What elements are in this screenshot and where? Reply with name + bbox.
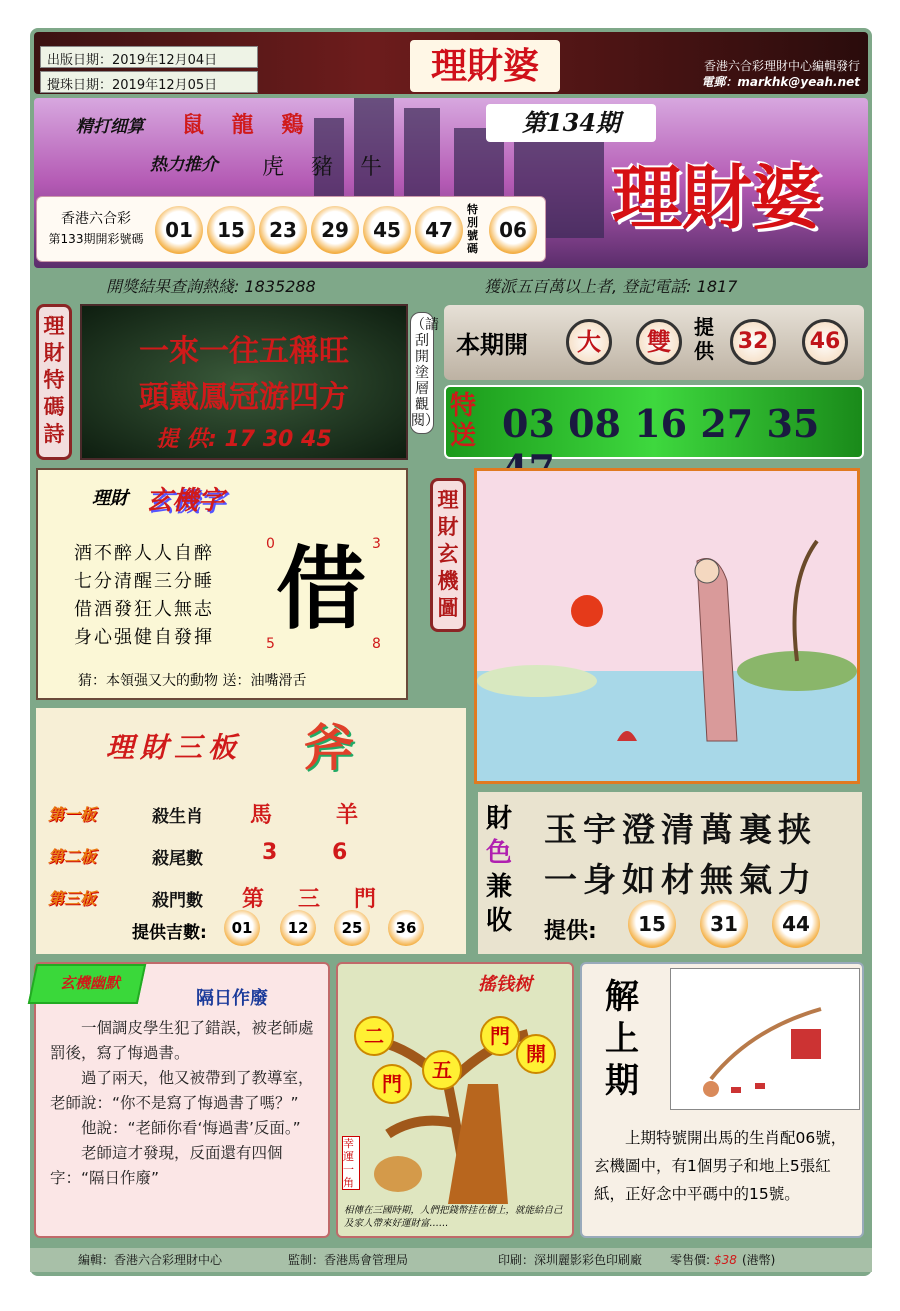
kill-1-a: 馬: [250, 803, 273, 828]
xuanji-poem: [74, 540, 214, 652]
tree-coin: 五: [422, 1050, 462, 1090]
ban-3: 第三板: [48, 889, 97, 908]
xuanji-illustration: [477, 471, 857, 781]
result-ball: 29: [311, 206, 359, 254]
open-provide: 提供: [694, 315, 714, 363]
open-num-1: 32: [730, 319, 776, 365]
register-phone: 獲派五百萬以上者, 登記電話: 1817: [484, 277, 738, 296]
joke-paragraph: 一個調皮學生犯了錯誤，被老師處罰後，寫了悔過書。: [50, 1019, 314, 1062]
corner-0: 0: [266, 536, 275, 552]
joke-paragraph: 老師這才發現，反面還有四個字：“隔日作廢”: [50, 1144, 283, 1187]
xuanji-poem-line: 七分清醒三分睡: [74, 571, 214, 592]
corner-8: 8: [372, 636, 381, 652]
poem-box: [80, 304, 408, 460]
cai-provide: 提供:: [544, 919, 597, 944]
result-box: [36, 196, 546, 262]
draw-date: 攪珠日期：2019年12月05日: [40, 71, 258, 93]
cai-line-1: 玉宇澄清萬裏挟: [544, 810, 817, 849]
ban-1: 第一板: [48, 805, 97, 824]
header-title: 理財婆: [410, 40, 560, 92]
result-ball: 45: [363, 206, 411, 254]
xuanji-brand: 理財: [92, 488, 128, 509]
info-bar: [34, 272, 868, 296]
open-box: [444, 305, 864, 380]
open-even: 雙: [636, 319, 682, 365]
result-label-1: 香港六合彩: [61, 211, 131, 227]
cai-ball: 44: [772, 900, 820, 948]
lucky-ball: 36: [388, 910, 424, 946]
poem-side-label: 理財特碼詩: [36, 304, 72, 460]
joke-paragraph: 他說：“老師你看‘悔過書’反面。”: [81, 1119, 301, 1137]
cai-side-char: 財: [486, 804, 513, 834]
sanban-title: 理財三板: [106, 731, 243, 764]
zodiac-pick-1: 鼠 龍 鷄: [182, 113, 314, 138]
sanban-title-char: 斧: [304, 719, 354, 777]
xuanji-box: [36, 468, 408, 700]
lucky-label: 提供吉數:: [132, 923, 207, 943]
kill-3-b: 三: [298, 887, 321, 912]
result-ball: 47: [415, 206, 463, 254]
result-ball: 01: [155, 206, 203, 254]
special-send-label: 特送: [450, 391, 477, 451]
sanban-box: [36, 708, 466, 954]
poem-provide: 提 供: 17 30 45: [156, 427, 332, 452]
lucky-ball: 01: [224, 910, 260, 946]
label-relitui: 热力推介: [150, 155, 218, 175]
publish-date: 出版日期：2019年12月04日: [40, 46, 258, 68]
joke-title: 隔日作廢: [196, 988, 268, 1009]
publisher-email: 電郵：markhk@yeah.net: [701, 75, 860, 89]
cai-ball: 15: [628, 900, 676, 948]
xuanji-poem-line: 借酒發狂人無志: [74, 599, 214, 620]
special-send-bar: [444, 385, 864, 459]
joke-paragraph: 過了兩天，他又被帶到了教導室，老師說：“你不是寫了悔過書了嗎？”: [50, 1069, 314, 1112]
publisher-info: [640, 58, 860, 90]
result-label-2: 第133期開彩號碼: [48, 232, 144, 246]
footer-currency: (港幣): [742, 1253, 776, 1267]
ban-2: 第二板: [48, 847, 97, 866]
corner-5: 5: [266, 636, 275, 652]
open-num-2: 46: [802, 319, 848, 365]
joke-box: [34, 962, 330, 1238]
solve-text: 上期特號開出馬的生肖配06號，玄機圖中，有1個男子和地上5張紅紙，正好念中平碼中的15號。: [594, 1129, 847, 1203]
tree-caption: 相傳在三國時期，人們把錢幣挂在樹上，就能給自己及家人帶來好運財富……: [344, 1205, 563, 1229]
zodiac-pick-2: 虎 豬 牛: [262, 155, 392, 180]
kill-2-b: 6: [332, 840, 348, 865]
special-label: 特別號碼: [467, 203, 478, 255]
footer: [30, 1248, 872, 1272]
cai-side-char: 收: [486, 906, 513, 936]
tree-illustration: [338, 964, 572, 1236]
tree-box: [336, 962, 574, 1238]
cai-box: [478, 792, 862, 954]
cai-line-2: 一身如材無氣力: [544, 860, 817, 899]
result-label: [41, 209, 151, 249]
footer-price-label: 零售價:: [670, 1253, 711, 1267]
tree-coin: 開: [516, 1034, 556, 1074]
hotline: 開獎結果查詢熱綫: 1835288: [106, 277, 316, 296]
solve-picture: [670, 968, 860, 1110]
joke-text: [50, 1016, 320, 1191]
publisher-name: 香港六合彩理財中心編輯發行: [703, 59, 860, 73]
result-ball: 15: [207, 206, 255, 254]
cai-side: [486, 802, 516, 938]
lucky-ball: 12: [280, 910, 316, 946]
special-ball: 06: [489, 206, 537, 254]
open-label: 本期開: [456, 331, 528, 359]
tree-tag: 幸運一角: [342, 1136, 360, 1190]
cai-side-char: 兼: [486, 872, 513, 902]
issue-number: 第134期: [486, 104, 656, 142]
xuanji-poem-line: 身心强健自發揮: [74, 627, 214, 648]
brand-logo: 理財婆: [612, 156, 822, 239]
footer-editor: 編輯：香港六合彩理財中心: [78, 1253, 223, 1267]
kill-3: 殺門數: [152, 891, 203, 911]
kill-2-a: 3: [262, 840, 278, 865]
solve-illustration: [671, 969, 859, 1109]
lucky-ball: 25: [334, 910, 370, 946]
label-jingda: 精打细算: [76, 117, 144, 137]
xuanji-title: 玄機字: [146, 486, 225, 516]
tree-title: 搖钱树: [478, 974, 532, 995]
xuanji-char: 借: [276, 537, 366, 642]
kill-3-c: 門: [354, 887, 377, 912]
kill-2: 殺尾數: [152, 849, 203, 869]
kill-1: 殺生肖: [152, 807, 203, 827]
tree-coin: 門: [480, 1016, 520, 1056]
solve-box: [580, 962, 864, 1238]
cai-ball: 31: [700, 900, 748, 948]
poem-line-1: 一來一往五稱旺: [139, 334, 349, 369]
footer-printer: 印刷：深圳麗影彩色印刷廠: [498, 1253, 643, 1267]
special-send-numbers: 03 08 16 27 35: [502, 401, 820, 446]
cai-side-char: 色: [486, 838, 513, 868]
poem-line-2: 頭戴鳳冠游四方: [139, 380, 349, 415]
xuanji-pic-label: 理財玄機圖: [430, 478, 466, 632]
footer-supervisor: 監制：香港馬會管理局: [288, 1253, 409, 1267]
scratch-note: （請刮開塗層觀閱）: [410, 312, 434, 434]
xuanji-picture: [474, 468, 860, 784]
corner-3: 3: [372, 536, 381, 552]
kill-1-b: 羊: [336, 803, 359, 828]
xuanji-poem-line: 酒不醉人人自醉: [74, 543, 214, 564]
open-big: 大: [566, 319, 612, 365]
tree-coin: 門: [372, 1064, 412, 1104]
result-ball: 23: [259, 206, 307, 254]
footer-price: $38: [714, 1253, 737, 1267]
tree-coin: 二: [354, 1016, 394, 1056]
kill-3-a: 第: [242, 887, 265, 912]
xuanji-hint: 猜：本領强又大的動物 送：油嘴滑舌: [78, 673, 307, 689]
joke-badge: 玄機幽默: [60, 974, 121, 992]
solve-title: 解上期: [605, 977, 639, 1101]
